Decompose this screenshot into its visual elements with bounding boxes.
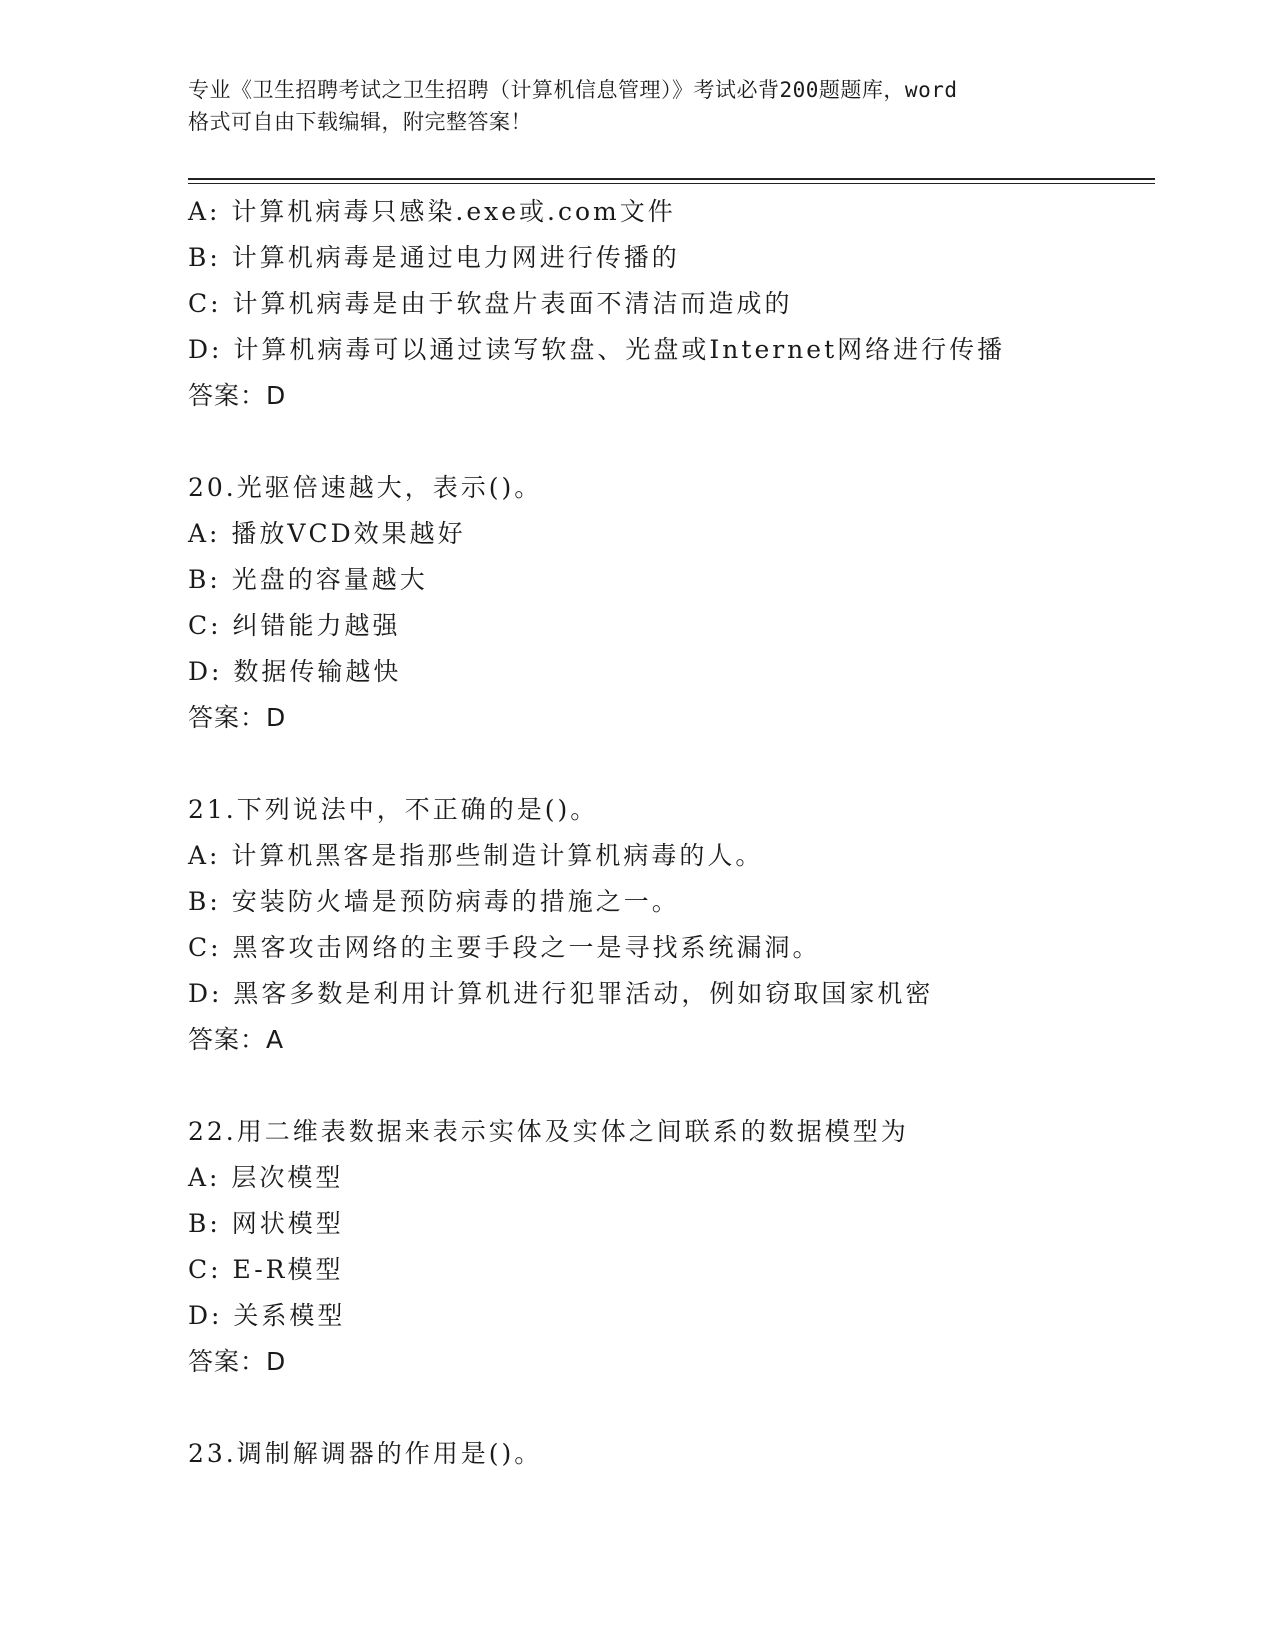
question-text: 22.用二维表数据来表示实体及实体之间联系的数据模型为 [188, 1117, 909, 1146]
option-c: C: 纠错能力越强 [188, 611, 401, 640]
header-line-1: 专业《卫生招聘考试之卫生招聘（计算机信息管理）》考试必背200题题库，word [188, 78, 958, 102]
spacer [188, 741, 1148, 787]
question-block-21 [188, 787, 1148, 1063]
answer-label: 答案：D [188, 703, 287, 732]
option-a: A: 计算机病毒只感染.exe或.com文件 [188, 197, 676, 226]
question-text: 23.调制解调器的作用是()。 [188, 1439, 543, 1468]
option-d: D: 黑客多数是利用计算机进行犯罪活动，例如窃取国家机密 [188, 979, 934, 1008]
question-block-22 [188, 1109, 1148, 1385]
option-a: A: 计算机黑客是指那些制造计算机病毒的人。 [188, 841, 764, 870]
question-block-19 [188, 189, 1148, 419]
question-block-20 [188, 465, 1148, 741]
question-list [188, 189, 1148, 1477]
option-b: B: 网状模型 [188, 1209, 344, 1238]
question-text: 20.光驱倍速越大，表示()。 [188, 473, 543, 502]
spacer [188, 1063, 1148, 1109]
option-c: C: E-R模型 [188, 1255, 344, 1284]
document-header [188, 74, 1088, 138]
question-block-23 [188, 1431, 1148, 1477]
answer-label: 答案：D [188, 381, 287, 410]
option-c: C: 黑客攻击网络的主要手段之一是寻找系统漏洞。 [188, 933, 821, 962]
answer-label: 答案：D [188, 1347, 287, 1376]
spacer [188, 1385, 1148, 1431]
question-text: 21.下列说法中，不正确的是()。 [188, 795, 599, 824]
header-divider-thick [188, 178, 1155, 180]
option-c: C: 计算机病毒是由于软盘片表面不清洁而造成的 [188, 289, 793, 318]
option-b: B: 光盘的容量越大 [188, 565, 428, 594]
option-d: D: 关系模型 [188, 1301, 346, 1330]
option-a: A: 层次模型 [188, 1163, 344, 1192]
option-b: B: 安装防火墙是预防病毒的措施之一。 [188, 887, 680, 916]
spacer [188, 419, 1148, 465]
option-d: D: 数据传输越快 [188, 657, 402, 686]
answer-label: 答案：A [188, 1025, 285, 1054]
option-d: D: 计算机病毒可以通过读写软盘、光盘或Internet网络进行传播 [188, 335, 1006, 364]
option-b: B: 计算机病毒是通过电力网进行传播的 [188, 243, 680, 272]
header-line-2: 格式可自由下载编辑，附完整答案！ [188, 110, 532, 134]
header-divider-thin [188, 183, 1155, 184]
option-a: A: 播放VCD效果越好 [188, 519, 466, 548]
